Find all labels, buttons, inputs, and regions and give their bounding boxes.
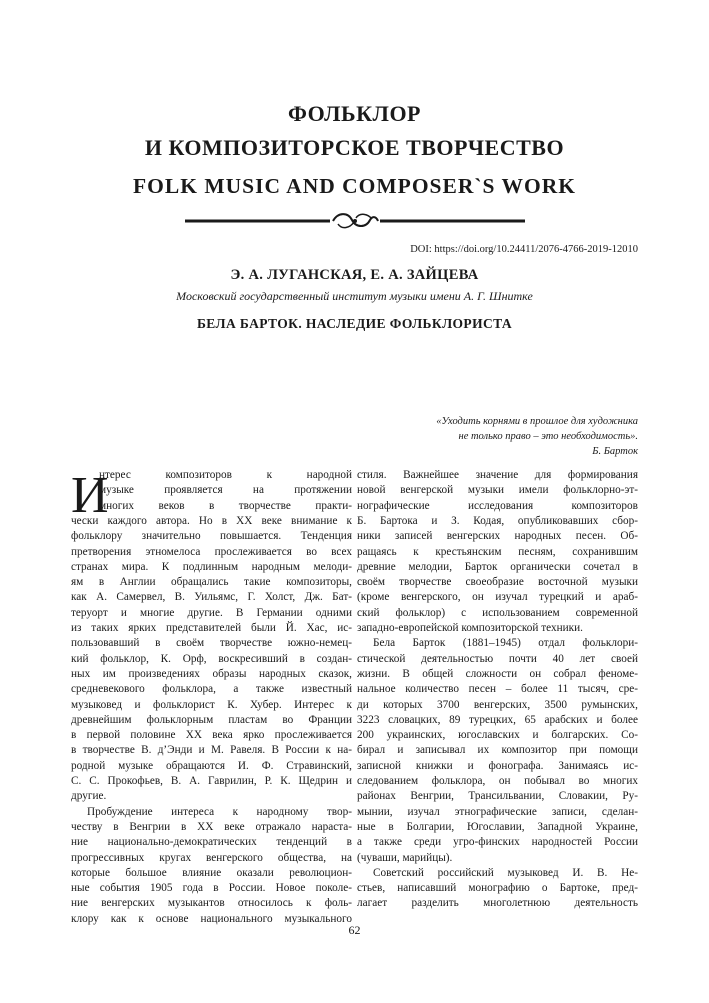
text-line: (кроме венгерского, он изучал турецкий и араб- — [357, 591, 638, 604]
text-line: кий фольклор, К. Орф, воскресивший в создан- — [71, 652, 352, 665]
text-line: Бела Барток (1881–1945) отдал фольклори- — [373, 637, 638, 650]
text-line: районах Венгрии, Трансильвании, Словакии, Ру- — [357, 790, 638, 803]
text-line: многих веков в творчестве практи- — [99, 499, 352, 512]
text-line: в первой половине XX века ярко прослеживается — [71, 729, 352, 742]
text-line: 200 украинских, югославских и болгарских. Со- — [357, 729, 638, 742]
text-line: западно-европейской композиторской техники. — [357, 622, 583, 634]
text-line: нтерес композиторов к народной — [99, 469, 352, 481]
text-line: ные события 1905 года в России. Новое поколе- — [71, 882, 352, 895]
text-line: другие. — [71, 790, 107, 803]
text-line: музыке проявляется на протяжении — [99, 484, 352, 497]
section-title-ru-line2: И КОМПОЗИТОРСКОЕ ТВОРЧЕСТВО — [144, 135, 565, 160]
text-line: стиля. Важнейшее значение для формирования — [357, 469, 638, 481]
text-line: жизни. В общей сложности он собрал феноме- — [357, 667, 638, 680]
text-line: ский фольклор) с использованием современной — [357, 606, 638, 619]
text-line: записной книжки и фонографа. Занимаясь ис- — [357, 759, 638, 772]
text-line: древнейшим фольклорным пластам во Франции — [71, 713, 352, 726]
text-line: музыковед и фольклорист К. Хубер. Интерес к — [71, 698, 352, 711]
text-line: странах мира. К подлинным народным мелоди- — [71, 560, 352, 573]
text-line: ращаясь к крестьянским песням, сохранившим — [357, 545, 638, 558]
text-line: 3223 словацких, 89 турецких, 65 арабских и более — [357, 713, 638, 726]
text-line: претворения этномелоса прослеживается во всех — [71, 545, 352, 558]
page-number: 62 — [348, 923, 361, 937]
text-line: лагает разделить многолетнюю деятельность — [357, 897, 638, 910]
text-line: древние мелодии, Барток органически сочетал в — [357, 560, 638, 573]
text-line: нальное количество песен – более 11 тысяч, сре- — [357, 683, 638, 696]
text-line: стьев, написавший монографию о Бартоке, пред- — [357, 882, 638, 895]
text-line: ние национально-демократических тенденций в — [71, 836, 352, 849]
text-line: клору как к основе национального музыкального — [71, 912, 352, 925]
text-line: ние венгерских музыкантов относилось к фоль- — [71, 897, 352, 910]
epigraph-author: Б. Барток — [592, 446, 638, 457]
text-line: мынии, изучал этнографические записи, сделан- — [357, 805, 638, 818]
text-line: нографические исследования композиторов — [357, 499, 638, 512]
text-line: средневекового фольклора, а также известный — [71, 683, 352, 696]
text-line: Советский российский музыковед И. В. Не- — [373, 866, 638, 879]
doi-line: DOI: https://doi.org/10.24411/2076-4766-2019-12010 — [410, 244, 638, 255]
drop-cap: И — [71, 467, 109, 524]
text-line: ям в Англии обращались такие композиторы, — [71, 576, 352, 589]
text-line: честву в Венгрии в XX веке отражало нараста- — [71, 820, 352, 833]
text-line: следованием фольклора, он побывал во многих — [357, 775, 638, 787]
epigraph-line-1: «Уходить корнями в прошлое для художника — [436, 416, 638, 427]
text-line: С. С. Прокофьев, В. А. Гаврилин, Р. К. Щедрин и — [71, 775, 352, 787]
text-line: (чуваши, марийцы). — [357, 851, 453, 864]
section-title-ru-line1: ФОЛЬКЛОР — [287, 101, 421, 126]
text-line: ники записей венгерских народных песен. Об- — [357, 530, 638, 543]
text-line: как А. Самервел, В. Уильямс, Г. Холст, Дж. Бат- — [71, 591, 352, 604]
text-line: пользовавший в своём творчестве южно-немец- — [71, 637, 352, 650]
text-line: новой венгерской музыки имели фольклорно-эт- — [357, 484, 638, 497]
text-line: родной музыке обращаются И. Ф. Стравинский, — [71, 759, 352, 772]
text-line: ди которых 3700 венгерских, 3500 румынских, — [357, 698, 638, 711]
epigraph-line-2: не только право – это необходимость». — [458, 431, 638, 442]
text-line: теруорт и многие другие. В Германии одними — [71, 606, 352, 619]
text-line: бирал и записывал их композитор при помощи — [357, 744, 638, 757]
text-line: фольклору значительно повышается. Тенденция — [71, 530, 352, 543]
text-line: Б. Бартока и З. Кодая, опубликовавших сбор- — [357, 514, 638, 527]
text-line: ных им произведениях образы народных сказок, — [71, 667, 352, 680]
text-line: из таких ярких представителей были Й. Хас, ис- — [71, 622, 352, 634]
text-line: которые большое влияние оказали революцион- — [71, 866, 352, 879]
text-line: чески каждого автора. Но в XX веке внимание к — [71, 514, 352, 527]
authors: Э. А. ЛУГАНСКАЯ, Е. А. ЗАЙЦЕВА — [230, 267, 479, 283]
text-line: а также среди угро-финских народностей России — [357, 836, 638, 849]
text-line: своём творчестве своеобразие восточной музыки — [357, 576, 638, 589]
affiliation: Московский государственный институт музыки имени А. Г. Шнитке — [176, 289, 533, 303]
text-line: Пробуждение интереса к народному твор- — [87, 805, 352, 818]
ornament-divider — [0, 210, 709, 230]
text-line: стической деятельностью почти 40 лет своей — [357, 652, 638, 665]
article-title: БЕЛА БАРТОК. НАСЛЕДИЕ ФОЛЬКЛОРИСТА — [196, 316, 513, 331]
section-title-en: FOLK MUSIC AND COMPOSER`S WORK — [133, 174, 576, 198]
text-line: в творчестве В. д’Энди и М. Равеля. В России к на- — [71, 744, 352, 757]
text-line: ные в Болгарии, Югославии, Западной Украине, — [357, 820, 638, 833]
text-line: прогрессивных кругах венгерского общества, на — [71, 851, 352, 864]
